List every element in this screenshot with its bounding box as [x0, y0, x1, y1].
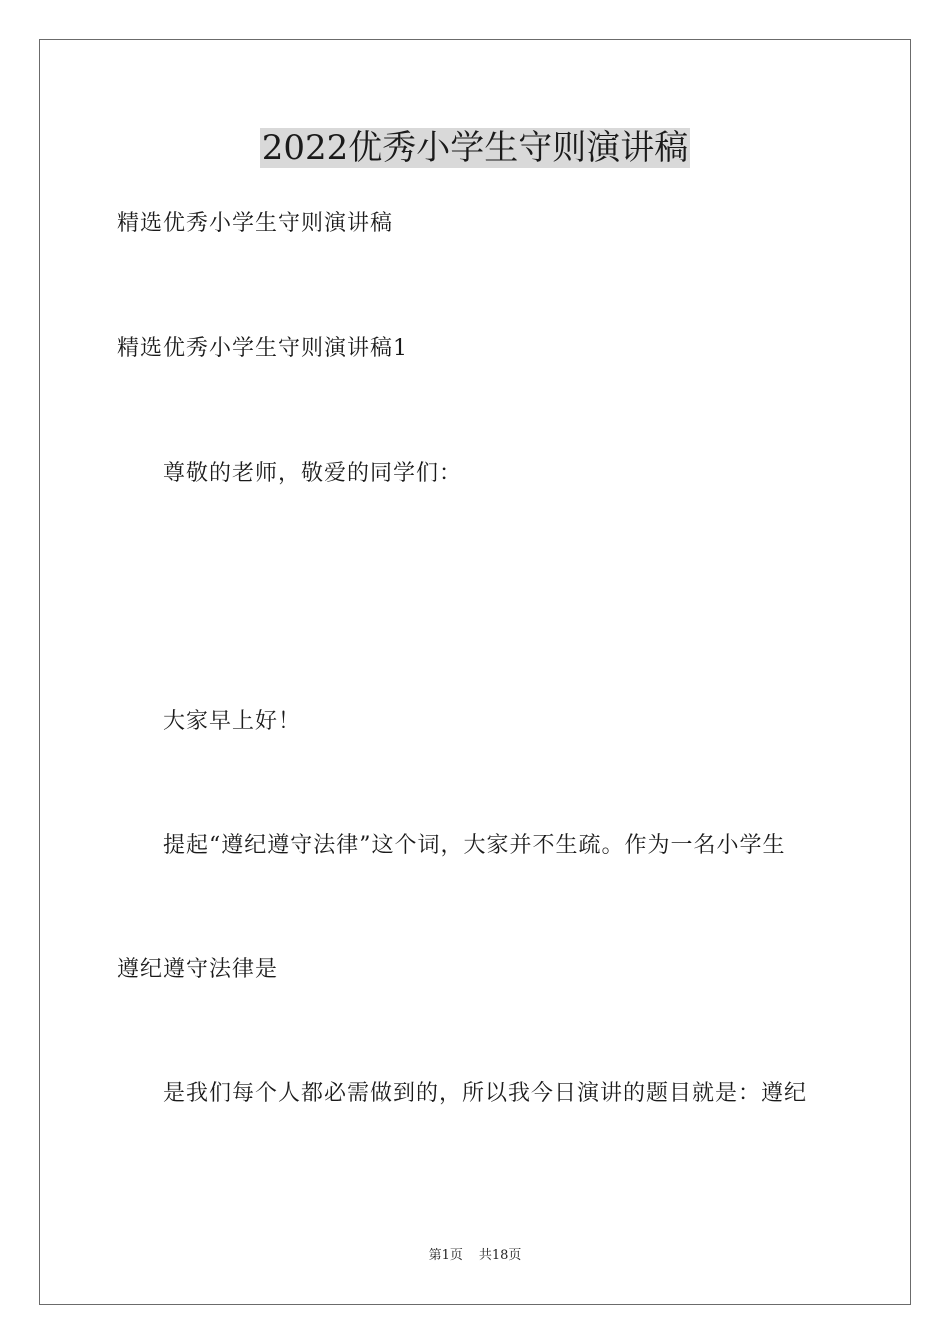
- page-total: 共18页: [478, 1248, 522, 1263]
- paragraph-greeting: 尊敬的老师，敬爱的同学们：: [163, 461, 463, 486]
- paragraph-morning: 大家早上好！: [163, 709, 302, 734]
- document-title: [0, 128, 950, 168]
- page-number: 第1页: [428, 1248, 463, 1263]
- paragraph-body-1: 提起“遵纪遵守法律”这个词，大家并不生疏。作为一名小学生: [163, 833, 786, 858]
- paragraph-heading: 精选优秀小学生守则演讲稿1: [117, 336, 408, 361]
- page-footer: [0, 1247, 950, 1265]
- paragraph-body-3: 是我们每个人都必需做到的，所以我今日演讲的题目就是：遵纪: [163, 1081, 808, 1106]
- paragraph-subtitle: 精选优秀小学生守则演讲稿: [117, 211, 394, 236]
- paragraph-body-2: 遵纪遵守法律是: [117, 957, 279, 982]
- document-title-text: 2022优秀小学生守则演讲稿: [261, 128, 689, 168]
